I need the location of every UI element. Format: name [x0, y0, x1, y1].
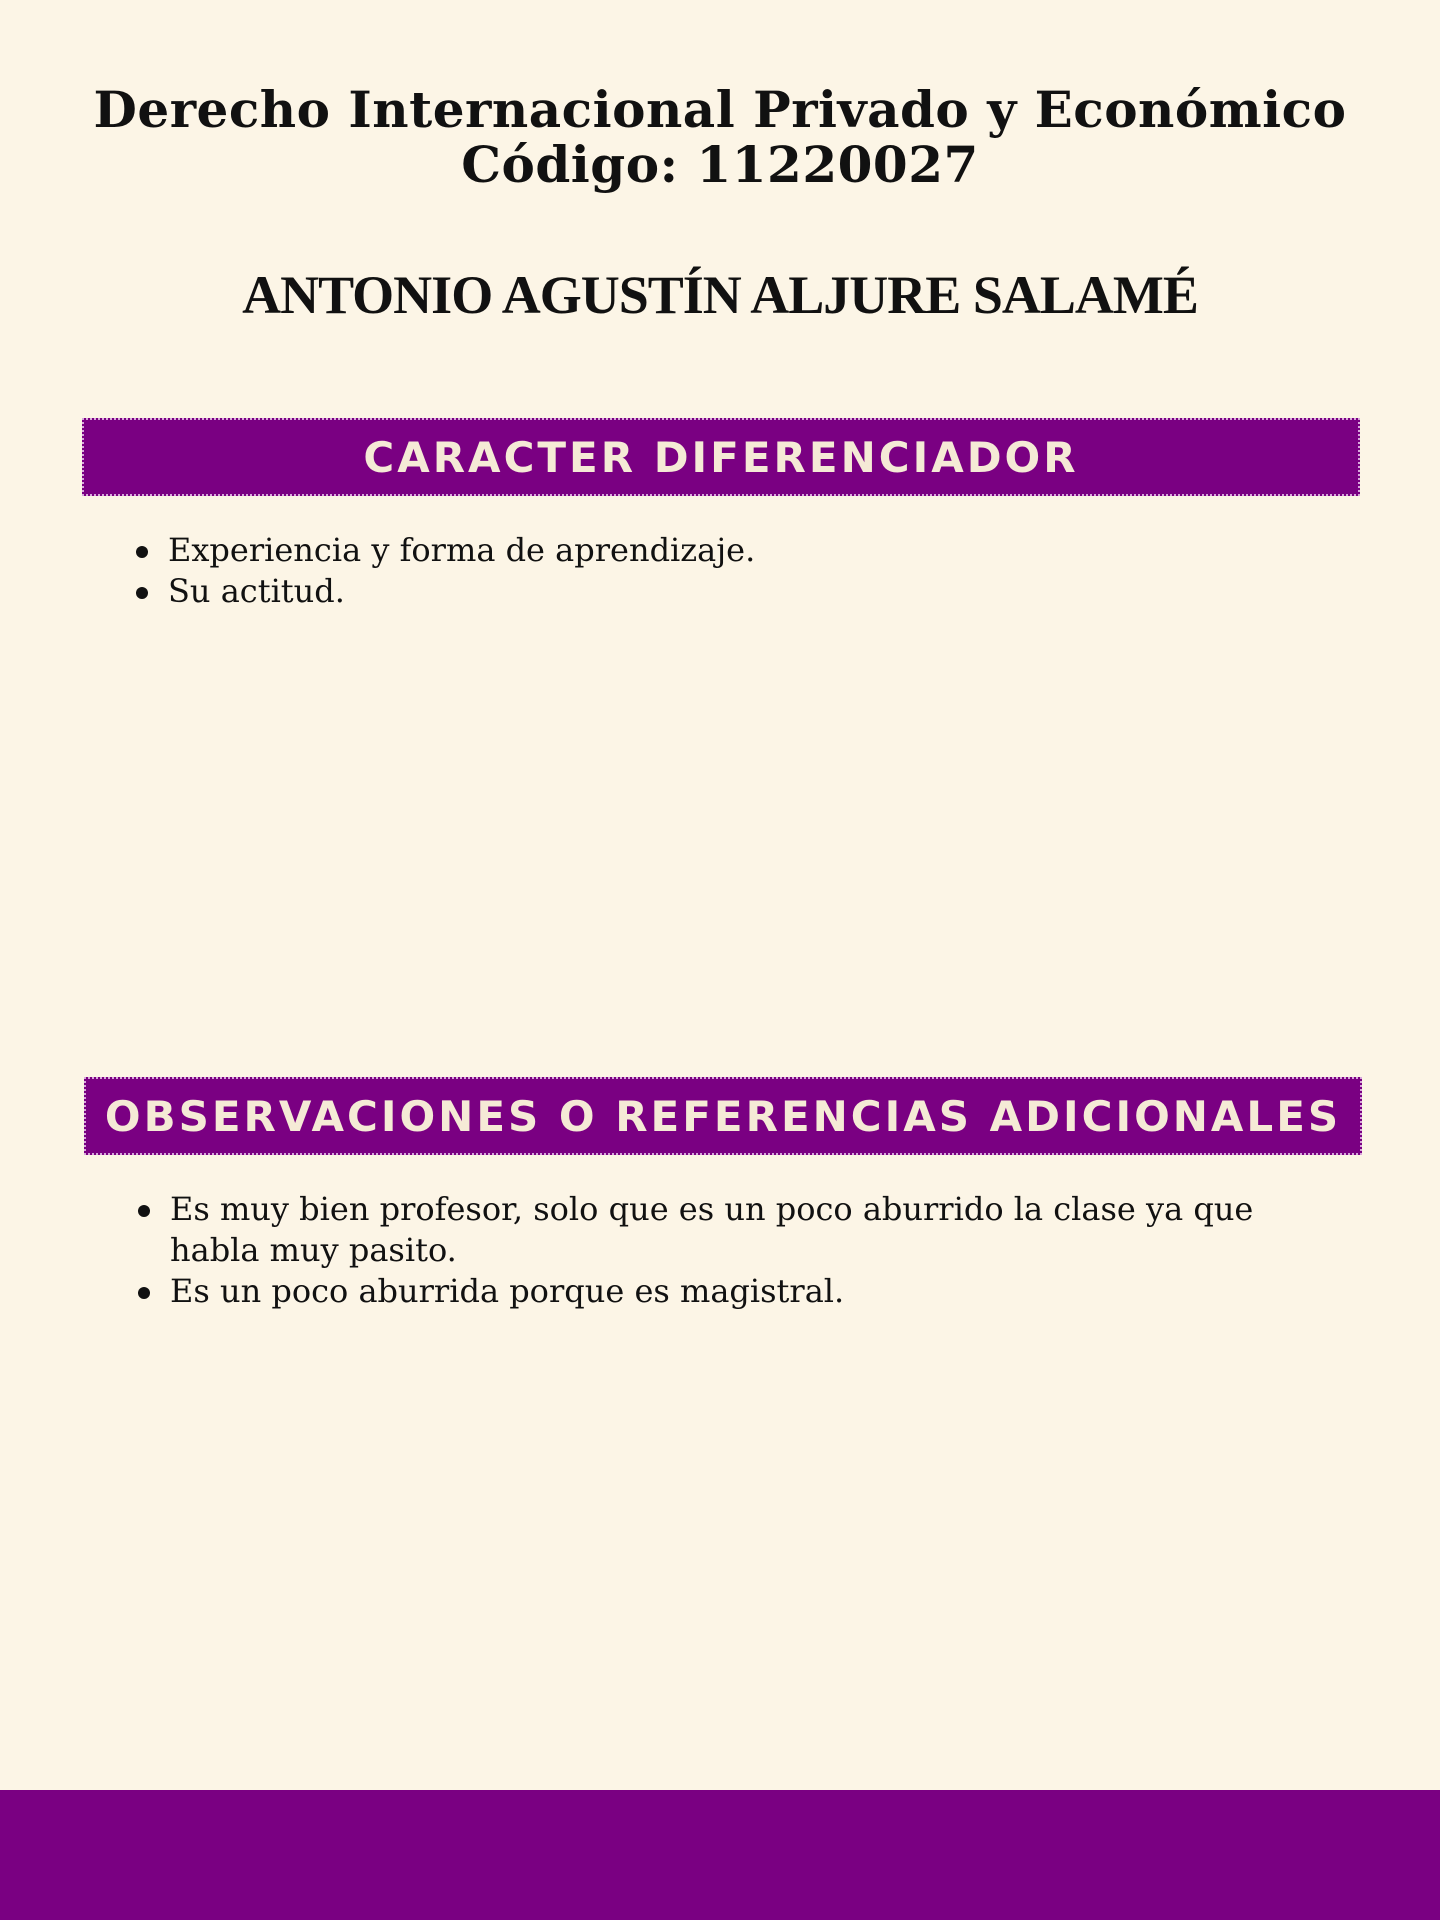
observaciones-list — [138, 1189, 1318, 1312]
course-title — [0, 82, 1440, 192]
course-name: Derecho Internacional Privado y Económico — [93, 80, 1347, 139]
section-header-observaciones: OBSERVACIONES O REFERENCIAS ADICIONALES — [84, 1077, 1362, 1155]
list-item: Su actitud. — [136, 571, 1316, 612]
list-item: Es muy bien profesor, solo que es un poco aburrido la clase ya que habla muy pasito. — [138, 1189, 1318, 1271]
caracter-diferenciador-list — [136, 530, 1316, 612]
footer-bar — [0, 1790, 1440, 1920]
list-item: Experiencia y forma de aprendizaje. — [136, 530, 1316, 571]
course-code: Código: 11220027 — [461, 135, 979, 194]
section-header-caracter-diferenciador: CARACTER DIFERENCIADOR — [82, 418, 1360, 496]
professor-name: ANTONIO AGUSTÍN ALJURE SALAMÉ — [242, 265, 1198, 325]
list-item: Es un poco aburrida porque es magistral. — [138, 1271, 1318, 1312]
